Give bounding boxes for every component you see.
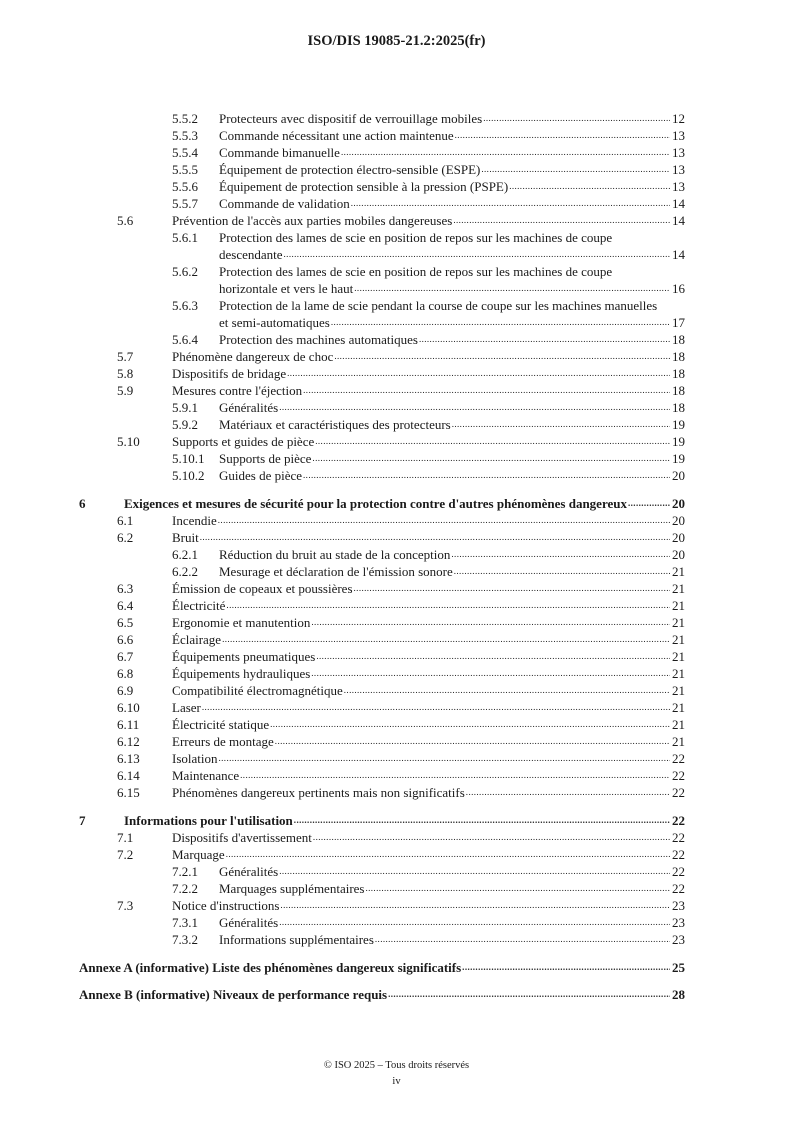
toc-entry-title: Équipements hydrauliques ..... — [172, 665, 685, 682]
toc-entry-number: 5.6.4 — [172, 332, 198, 347]
toc-entry-page: 19 — [672, 434, 685, 449]
toc-entry-title: Incendie ..... — [172, 512, 685, 529]
toc-entry-number: 6.11 — [117, 717, 140, 732]
toc-entry-page: 21 — [672, 734, 685, 749]
toc-entry-title: Mesurage et déclaration de l'émission sonore ..... — [219, 563, 685, 580]
toc-entry[interactable] — [79, 580, 685, 597]
toc-entry-number: 6.1 — [117, 513, 134, 528]
toc-entry[interactable] — [79, 614, 685, 631]
toc-entry[interactable] — [79, 546, 685, 563]
toc-entry[interactable] — [79, 733, 685, 750]
toc-entry-title: Marquages supplémentaires ..... — [219, 880, 685, 897]
toc-entry[interactable] — [79, 178, 685, 195]
toc-entry-title: Phénomène dangereux de choc ..... — [172, 348, 685, 365]
toc-entry-number: 7.2.1 — [172, 864, 198, 879]
table-of-contents — [79, 110, 685, 1003]
toc-entry-title: Commande bimanuelle ..... — [219, 144, 685, 161]
toc-entry-title: Dispositifs de bridage ..... — [172, 365, 685, 382]
toc-entry-title: Exigences et mesures de sécurité pour la protection contre d'autres phénomènes dangereux ..... — [124, 495, 685, 512]
toc-entry-title: Marquage ..... — [172, 846, 685, 863]
toc-entry-title: Bruit ..... — [172, 529, 685, 546]
toc-entry-title: Compatibilité électromagnétique ..... — [172, 682, 685, 699]
toc-entry-number: 5.6.3 — [172, 298, 198, 313]
toc-entry-number: 7.3 — [117, 898, 134, 913]
toc-entry[interactable] — [79, 229, 685, 263]
toc-entry[interactable] — [79, 512, 685, 529]
document-header: ISO/DIS 19085-21.2:2025(fr) — [307, 33, 486, 49]
toc-entry-page: 13 — [672, 179, 685, 194]
toc-entry-title: Guides de pièce ..... — [219, 467, 685, 484]
toc-entry-page: 21 — [672, 649, 685, 664]
toc-entry-title: Erreurs de montage ..... — [172, 733, 685, 750]
toc-entry-title: Généralités ..... — [219, 914, 685, 931]
toc-entry[interactable] — [79, 399, 685, 416]
toc-entry-page: 20 — [672, 496, 685, 511]
toc-entry-number: 5.6.1 — [172, 230, 198, 245]
toc-entry-page: 17 — [672, 315, 685, 330]
toc-entry-title: Notice d'instructions ..... — [172, 897, 685, 914]
toc-entry[interactable] — [79, 880, 685, 897]
toc-entry-title: Supports de pièce ..... — [219, 450, 685, 467]
toc-entry[interactable] — [79, 750, 685, 767]
toc-entry-number: 6.14 — [117, 768, 140, 783]
toc-entry-title: Supports et guides de pièce ..... — [172, 433, 685, 450]
toc-entry[interactable] — [79, 716, 685, 733]
toc-entry-title: Prévention de l'accès aux parties mobiles dangereuses ..... — [172, 212, 685, 229]
toc-entry-page: 18 — [672, 366, 685, 381]
toc-entry-page: 16 — [672, 281, 685, 296]
toc-entry-title: Matériaux et caractéristiques des protecteurs ..... — [219, 416, 685, 433]
toc-entry[interactable] — [79, 897, 685, 914]
toc-entry-title: Émission de copeaux et poussières ..... — [172, 580, 685, 597]
toc-entry-page: 14 — [672, 247, 685, 262]
toc-entry[interactable] — [79, 959, 685, 976]
toc-entry-number: 6.10 — [117, 700, 140, 715]
toc-entry-number: 7.3.2 — [172, 932, 198, 947]
toc-entry[interactable] — [79, 297, 685, 331]
toc-entry-number: 5.7 — [117, 349, 134, 364]
toc-entry[interactable] — [79, 699, 685, 716]
toc-entry-title: Équipements pneumatiques ..... — [172, 648, 685, 665]
toc-entry-title: Électricité statique ..... — [172, 716, 685, 733]
toc-entry-title: Ergonomie et manutention ..... — [172, 614, 685, 631]
toc-entry[interactable] — [79, 263, 685, 297]
toc-entry[interactable] — [79, 767, 685, 784]
toc-entry-number: 5.10 — [117, 434, 140, 449]
toc-entry-page: 21 — [672, 700, 685, 715]
toc-entry-page: 18 — [672, 383, 685, 398]
toc-entry-title: Informations pour l'utilisation ..... — [124, 812, 685, 829]
toc-entry-title: Mesures contre l'éjection ..... — [172, 382, 685, 399]
toc-entry[interactable] — [79, 597, 685, 614]
toc-entry[interactable] — [79, 829, 685, 846]
toc-entry-page: 18 — [672, 332, 685, 347]
toc-entry-page: 23 — [672, 898, 685, 913]
toc-entry-page: 22 — [672, 830, 685, 845]
toc-entry[interactable] — [79, 467, 685, 484]
toc-entry[interactable] — [79, 682, 685, 699]
toc-entry[interactable] — [79, 495, 685, 512]
toc-entry-title: Commande de validation ..... — [219, 195, 685, 212]
toc-entry-title: Éclairage ..... — [172, 631, 685, 648]
toc-entry-page: 25 — [672, 960, 685, 975]
toc-entry-number: 5.5.5 — [172, 162, 198, 177]
toc-entry-number: 6.2.2 — [172, 564, 198, 579]
toc-entry-title: Équipement de protection sensible à la pression (PSPE) ..... — [219, 178, 685, 195]
toc-entry[interactable] — [79, 382, 685, 399]
toc-entry-page: 13 — [672, 162, 685, 177]
toc-entry-number: 6.6 — [117, 632, 134, 647]
toc-entry-number: 6.5 — [117, 615, 134, 630]
toc-entry-number: 5.9.2 — [172, 417, 198, 432]
toc-entry-page: 22 — [672, 881, 685, 896]
toc-entry[interactable] — [79, 161, 685, 178]
toc-entry-number: 5.5.7 — [172, 196, 198, 211]
toc-entry[interactable] — [79, 212, 685, 229]
toc-entry-number: 5.6.2 — [172, 264, 198, 279]
toc-entry-number: 6.13 — [117, 751, 140, 766]
toc-entry-number: 7 — [79, 813, 86, 828]
toc-entry-title: Protection de la lame de scie pendant la course de coupe sur les machines manuelles et semi-automatiques ..... — [219, 297, 685, 331]
toc-entry-page: 21 — [672, 666, 685, 681]
toc-entry-page: 22 — [672, 751, 685, 766]
toc-entry-page: 23 — [672, 932, 685, 947]
toc-entry-number: 6.12 — [117, 734, 140, 749]
toc-entry-title: Protection des lames de scie en position de repos sur les machines de coupe descendante ..... — [219, 229, 685, 263]
toc-entry-title: Généralités ..... — [219, 399, 685, 416]
toc-entry-page: 12 — [672, 111, 685, 126]
page-number: iv — [392, 1076, 401, 1087]
toc-entry-page: 22 — [672, 864, 685, 879]
toc-entry[interactable] — [79, 127, 685, 144]
toc-entry-number: 5.10.2 — [172, 468, 205, 483]
toc-entry-page: 21 — [672, 581, 685, 596]
toc-entry-title: Laser ..... — [172, 699, 685, 716]
toc-entry-number: 6.7 — [117, 649, 134, 664]
toc-entry-page: 14 — [672, 196, 685, 211]
toc-entry-page: 18 — [672, 400, 685, 415]
toc-entry-number: 6 — [79, 496, 86, 511]
toc-entry-number: 5.5.2 — [172, 111, 198, 126]
toc-entry-number: 5.5.4 — [172, 145, 198, 160]
toc-entry[interactable] — [79, 784, 685, 801]
toc-entry-number: 7.2.2 — [172, 881, 198, 896]
toc-entry[interactable] — [79, 433, 685, 450]
toc-entry-number: 5.10.1 — [172, 451, 205, 466]
toc-entry-title: Réduction du bruit au stade de la conception ..... — [219, 546, 685, 563]
toc-entry-number: 6.2.1 — [172, 547, 198, 562]
toc-entry-page: 21 — [672, 717, 685, 732]
toc-entry-title: Électricité ..... — [172, 597, 685, 614]
toc-entry-number: 5.8 — [117, 366, 134, 381]
toc-entry-page: 19 — [672, 417, 685, 432]
toc-entry-number: 5.5.3 — [172, 128, 198, 143]
toc-entry[interactable] — [79, 144, 685, 161]
toc-entry-number: 5.9 — [117, 383, 134, 398]
toc-entry-number: 6.9 — [117, 683, 134, 698]
toc-entry-title: Dispositifs d'avertissement ..... — [172, 829, 685, 846]
toc-entry[interactable] — [79, 931, 685, 948]
toc-entry[interactable] — [79, 450, 685, 467]
toc-entry-number: 6.3 — [117, 581, 134, 596]
toc-entry-title: Annexe B (informative) Niveaux de performance requis ..... — [79, 986, 685, 1003]
toc-entry-number: 6.4 — [117, 598, 134, 613]
toc-entry-page: 20 — [672, 547, 685, 562]
toc-entry-page: 22 — [672, 768, 685, 783]
toc-entry[interactable] — [79, 563, 685, 580]
toc-entry-page: 18 — [672, 349, 685, 364]
toc-entry-page: 13 — [672, 145, 685, 160]
toc-entry-number: 5.9.1 — [172, 400, 198, 415]
toc-entry-number: 7.3.1 — [172, 915, 198, 930]
toc-entry-number: 7.2 — [117, 847, 134, 862]
toc-entry[interactable] — [79, 331, 685, 348]
toc-entry-page: 21 — [672, 632, 685, 647]
toc-entry[interactable] — [79, 365, 685, 382]
toc-entry-number: 6.8 — [117, 666, 134, 681]
toc-entry-page: 22 — [672, 847, 685, 862]
toc-entry-title: Isolation ..... — [172, 750, 685, 767]
toc-entry-page: 14 — [672, 213, 685, 228]
toc-entry-page: 21 — [672, 598, 685, 613]
toc-entry-number: 6.2 — [117, 530, 134, 545]
toc-entry-page: 28 — [672, 987, 685, 1002]
toc-entry-page: 23 — [672, 915, 685, 930]
copyright-footer: © ISO 2025 – Tous droits réservés — [323, 1060, 470, 1071]
toc-entry-title: Phénomènes dangereux pertinents mais non significatifs ..... — [172, 784, 685, 801]
toc-entry-title: Commande nécessitant une action maintenue ..... — [219, 127, 685, 144]
toc-entry-title: Protection des lames de scie en position de repos sur les machines de coupe horizontale et vers le haut ..... — [219, 263, 685, 297]
toc-entry-title: Généralités ..... — [219, 863, 685, 880]
toc-entry-title: Annexe A (informative) Liste des phénomènes dangereux significatifs ..... — [79, 959, 685, 976]
toc-entry[interactable] — [79, 416, 685, 433]
toc-entry[interactable] — [79, 195, 685, 212]
toc-entry-number: 5.6 — [117, 213, 134, 228]
toc-entry[interactable] — [79, 648, 685, 665]
toc-entry-page: 21 — [672, 564, 685, 579]
toc-entry[interactable] — [79, 914, 685, 931]
toc-entry-title: Équipement de protection électro-sensible (ESPE) ..... — [219, 161, 685, 178]
toc-entry-title: Protection des machines automatiques ..... — [219, 331, 685, 348]
toc-entry[interactable] — [79, 529, 685, 546]
toc-entry-page: 20 — [672, 530, 685, 545]
toc-entry-page: 21 — [672, 683, 685, 698]
toc-entry-title: Protecteurs avec dispositif de verrouillage mobiles ..... — [219, 110, 685, 127]
toc-entry-page: 21 — [672, 615, 685, 630]
toc-entry-page: 19 — [672, 451, 685, 466]
toc-entry-title: Informations supplémentaires ..... — [219, 931, 685, 948]
toc-entry-page: 20 — [672, 468, 685, 483]
toc-entry[interactable] — [79, 665, 685, 682]
toc-entry-title: Maintenance ..... — [172, 767, 685, 784]
toc-entry-number: 7.1 — [117, 830, 134, 845]
toc-entry-page: 22 — [672, 785, 685, 800]
toc-entry[interactable] — [79, 631, 685, 648]
toc-entry[interactable] — [79, 846, 685, 863]
toc-entry-number: 5.5.6 — [172, 179, 198, 194]
toc-entry-page: 13 — [672, 128, 685, 143]
toc-entry[interactable] — [79, 110, 685, 127]
toc-entry[interactable] — [79, 986, 685, 1003]
toc-entry[interactable] — [79, 863, 685, 880]
toc-entry[interactable] — [79, 348, 685, 365]
toc-entry-page: 22 — [672, 813, 685, 828]
toc-entry-number: 6.15 — [117, 785, 140, 800]
toc-entry[interactable] — [79, 812, 685, 829]
toc-entry-page: 20 — [672, 513, 685, 528]
